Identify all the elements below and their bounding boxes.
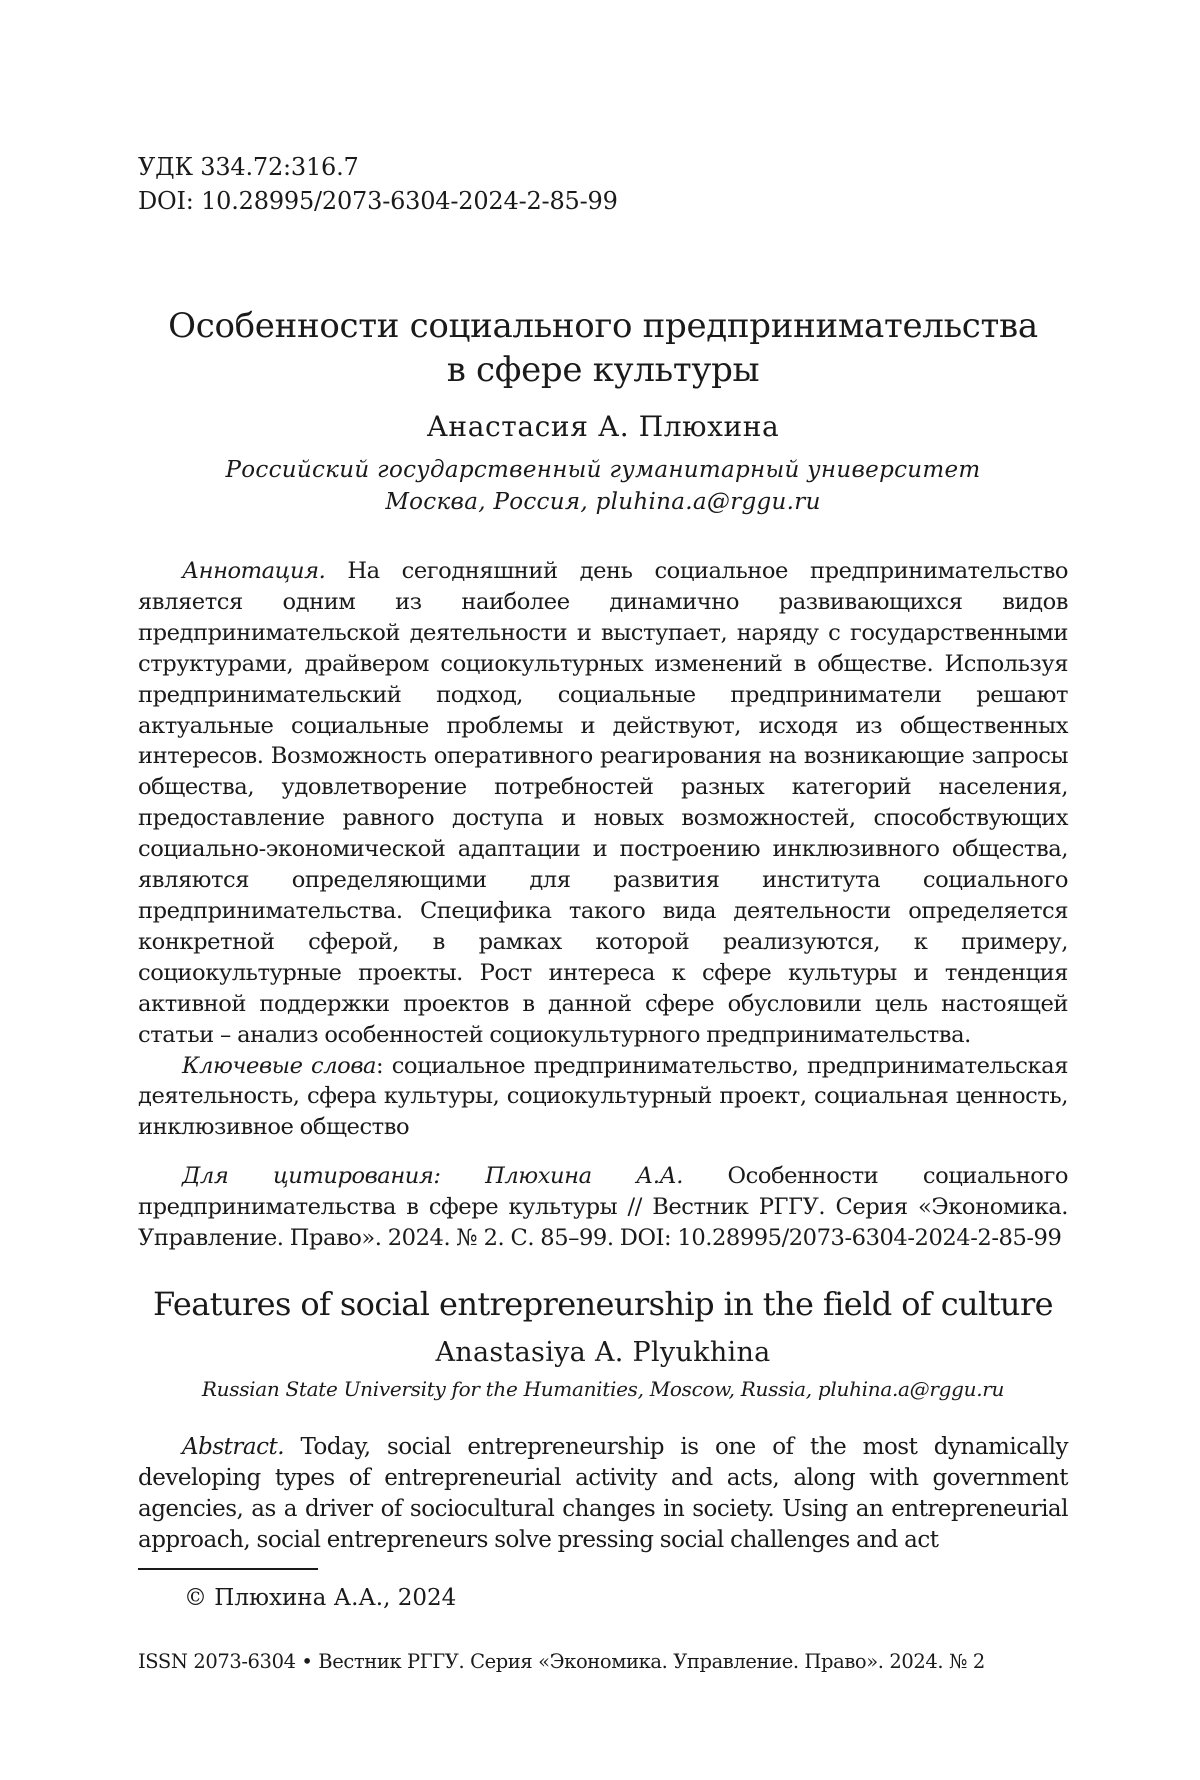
article-title-ru bbox=[138, 304, 1068, 392]
article-title-ru-line-2: в сфере культуры bbox=[138, 348, 1068, 392]
keywords-ru bbox=[138, 1051, 1068, 1144]
affiliation-en: Russian State University for the Humanities, Moscow, Russia, pluhina.a@rggu.ru bbox=[138, 1374, 1068, 1404]
author-name-en: Anastasiya A. Plyukhina bbox=[138, 1334, 1068, 1372]
udc-code: УДК 334.72:316.7 bbox=[138, 150, 1068, 184]
abstract-en-text: Today, social entrepreneurship is one of the most dynamically developing types of entrepreneurial activity and acts, along with government agencies, as a driver of sociocultural changes in society. Using an entrepreneurial approach, social entrepreneurs solve pressing social challenges and act bbox=[138, 1434, 1068, 1553]
doi-line: DOI: 10.28995/2073-6304-2024-2-85-99 bbox=[138, 184, 1068, 218]
article-title-ru-line-1: Особенности социального предпринимательства bbox=[138, 304, 1068, 348]
citation-ru-text: Особенности социального предпринимательства в сфере культуры // Вестник РГГУ. Серия «Экономика. Управление. Право». 2024. № 2. С. 85–99. DOI: 10.28995/2073-6304-2024-2-85-99 bbox=[138, 1163, 1068, 1251]
keywords-ru-label: Ключевые слова bbox=[182, 1053, 376, 1079]
abstract-en-label: Abstract. bbox=[182, 1434, 284, 1460]
abstract-ru bbox=[138, 556, 1068, 1051]
article-title-en: Features of social entrepreneurship in the field of culture bbox=[138, 1282, 1068, 1326]
journal-running-footer: ISSN 2073-6304 • Вестник РГГУ. Серия «Экономика. Управление. Право». 2024. № 2 bbox=[138, 1648, 985, 1676]
author-name-ru: Анастасия А. Плюхина bbox=[138, 408, 1068, 446]
copyright-note: © Плюхина А.А., 2024 bbox=[184, 1583, 456, 1613]
affiliation-ru-line-2: Москва, Россия, pluhina.a@rggu.ru bbox=[138, 486, 1068, 518]
article-page bbox=[138, 150, 1068, 1556]
footnote-divider bbox=[138, 1568, 318, 1570]
abstract-en bbox=[138, 1432, 1068, 1556]
citation-ru bbox=[138, 1161, 1068, 1254]
abstract-ru-text: На сегодняшний день социальное предпринимательство является одним из наиболее динамично развивающихся видов предпринимательской деятельности и выступает, наряду с государственными структурами, драйвером социокультурных изменений в обществе. Используя предпринимательский подход, социальные предприниматели решают актуальные социальные проблемы и действуют, исходя из общественных интересов. Возможность оперативного реагирования на возникающие запросы общества, удовлетворение потребностей разных категорий населения, предоставление равного доступа и новых возможностей, способствующих социально-экономической адаптации и построению инклюзивного общества, являются определяющими для развития института социального предпринимательства. Специфика такого вида деятельности определяется конкретной сферой, в рамках которой реализуются, к примеру, социокультурные проекты. Рост интереса к сфере культуры и тенденция активной поддержки проектов в данной сфере обусловили цель настоящей статьи – анализ особенностей социокультурного предпринимательства. bbox=[138, 558, 1068, 1048]
citation-ru-label: Для цитирования: Плюхина А.А. bbox=[182, 1163, 683, 1189]
affiliation-ru bbox=[138, 454, 1068, 518]
abstract-ru-label: Аннотация. bbox=[182, 558, 325, 584]
affiliation-ru-line-1: Российский государственный гуманитарный университет bbox=[138, 454, 1068, 486]
keywords-ru-text: : социальное предпринимательство, предпринимательская деятельность, сфера культуры, социокультурный проект, социальная ценность, инклюзивное общество bbox=[138, 1053, 1068, 1141]
